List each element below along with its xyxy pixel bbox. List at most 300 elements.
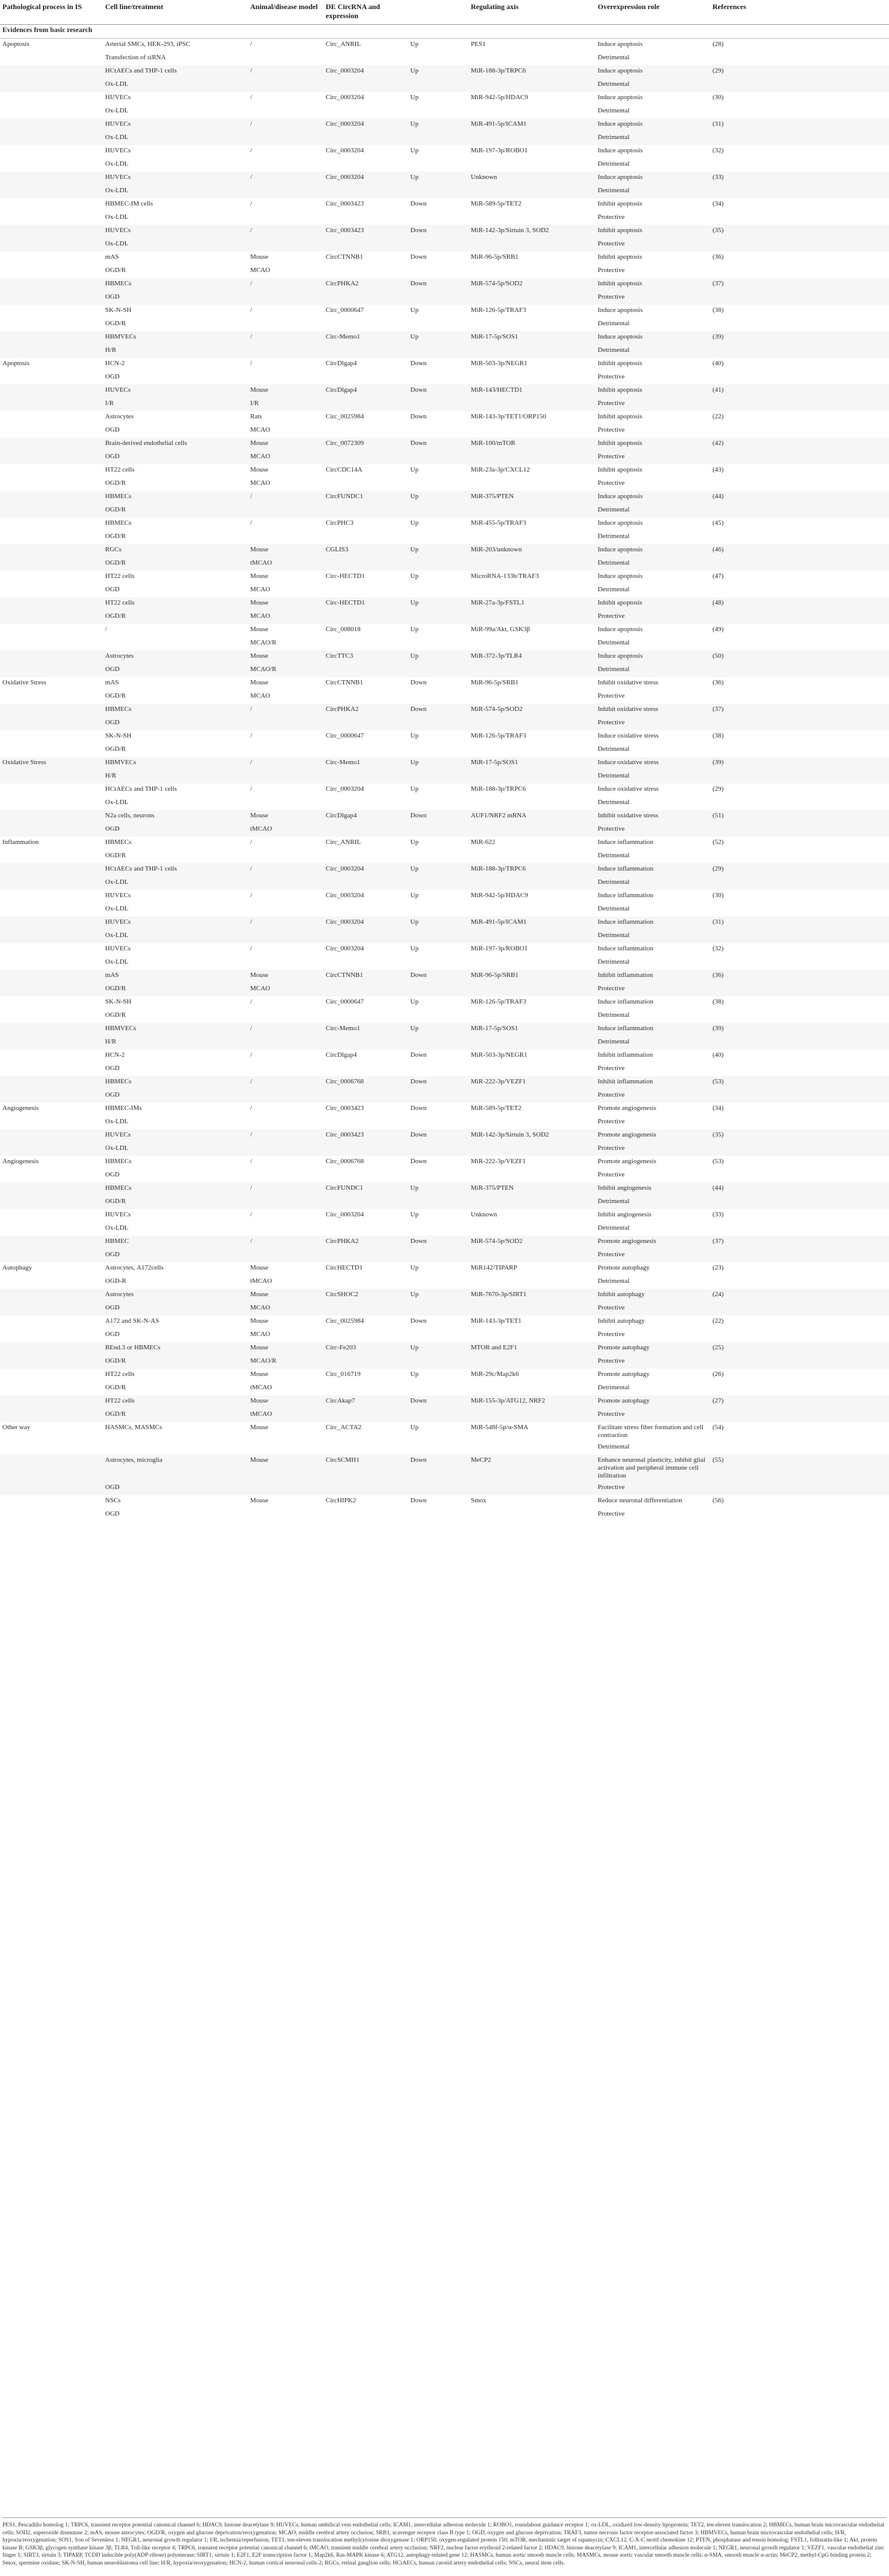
overexpression-role-cell: Protective [595, 451, 710, 464]
table-row [0, 704, 889, 717]
cell-line-cell: OGD [105, 426, 120, 433]
expression-cell [408, 1441, 468, 1455]
reference-cell[interactable]: (35) [710, 225, 889, 238]
reference-cell[interactable] [710, 531, 889, 544]
reference-cell[interactable] [710, 1409, 889, 1422]
expression-cell [408, 105, 468, 118]
reference-cell[interactable] [710, 371, 889, 384]
reference-cell[interactable] [710, 52, 889, 65]
reference-cell[interactable] [710, 1036, 889, 1050]
reference-cell[interactable] [710, 744, 889, 757]
circrna-cell [323, 1329, 408, 1342]
table-row [0, 212, 889, 225]
overexpression-role-cell: Detrimental [598, 1384, 630, 1391]
expression-cell: Down [408, 384, 468, 398]
circrna-cell [323, 158, 408, 172]
reference-cell[interactable] [710, 1169, 889, 1183]
reference-cell[interactable]: (56) [713, 1497, 724, 1504]
reference-cell[interactable] [710, 291, 889, 305]
expression-cell: Up [408, 65, 468, 79]
reference-cell[interactable]: (36) [710, 970, 889, 983]
cell-line-cell [103, 637, 248, 650]
overexpression-role-cell: Induce apoptosis [595, 172, 710, 185]
expression-cell [408, 79, 468, 92]
reference-cell[interactable]: (31) [710, 118, 889, 132]
animal-model-cell: MCAO/R [248, 664, 323, 677]
reference-cell[interactable]: (41) [710, 384, 889, 398]
overexpression-role-cell: Protective [598, 692, 625, 699]
col-header: DE CircRNA and expression [323, 0, 408, 25]
pathological-process-cell [0, 1495, 103, 1508]
animal-model-cell: / [248, 917, 323, 930]
cell-line-cell: OGD [103, 1302, 248, 1316]
animal-model-cell: Mouse [248, 1455, 323, 1482]
circrna-cell [323, 1355, 408, 1369]
animal-model-cell [248, 1116, 323, 1129]
reference-cell[interactable] [710, 1063, 889, 1076]
reference-cell[interactable] [710, 345, 889, 358]
overexpression-role-cell: Detrimental [598, 958, 630, 965]
reference-cell[interactable]: (26) [713, 1371, 724, 1378]
animal-model-cell: MCAO [250, 479, 271, 487]
overexpression-role-cell: Detrimental [595, 877, 710, 890]
reference-cell[interactable] [710, 158, 889, 172]
pathological-process-cell [0, 1183, 103, 1196]
reference-cell[interactable] [710, 1329, 889, 1342]
overexpression-role-cell: Protective [595, 1089, 710, 1103]
overexpression-role-cell: Detrimental [595, 1196, 710, 1209]
regulating-axis-cell [468, 79, 595, 92]
cell-line-cell: OGD [103, 1482, 248, 1495]
expression-cell [408, 291, 468, 305]
circrna-cell [323, 478, 408, 491]
pathological-process-cell [0, 251, 103, 265]
reference-cell[interactable] [710, 877, 889, 890]
cell-line-cell: OGD [103, 451, 248, 464]
reference-cell[interactable] [710, 265, 889, 278]
col-header: Animal/disease model [248, 0, 323, 25]
animal-model-cell [248, 744, 323, 757]
reference-cell[interactable]: (53) [710, 1076, 889, 1089]
reference-cell[interactable]: (27) [710, 1395, 889, 1409]
regulating-axis-cell: MTOR and E2F1 [468, 1342, 595, 1355]
reference-cell[interactable]: (30) [713, 892, 724, 899]
reference-cell[interactable] [710, 398, 889, 411]
reference-cell[interactable]: (29) [710, 65, 889, 79]
regulating-axis-cell: MiR-96-5p/SRB1 [471, 253, 519, 261]
pathological-process-cell [0, 1409, 103, 1422]
animal-model-cell [248, 504, 323, 517]
expression-cell [408, 637, 468, 650]
overexpression-role-cell: Induce apoptosis [595, 491, 710, 504]
table-row [0, 1129, 889, 1143]
expression-cell [408, 664, 468, 677]
reference-cell[interactable]: (44) [710, 491, 889, 504]
expression-cell [408, 557, 468, 571]
cell-line-cell: Ox-LDL [103, 930, 248, 943]
reference-cell[interactable] [710, 424, 889, 438]
regulating-axis-cell [468, 983, 595, 996]
table-row [0, 79, 889, 92]
reference-cell[interactable]: (35) [710, 1129, 889, 1143]
reference-cell[interactable]: (34) [713, 200, 724, 207]
cell-line-cell: HBMVECs [103, 1023, 248, 1036]
table-row [0, 478, 889, 491]
reference-cell[interactable]: (52) [713, 839, 724, 846]
reference-cell[interactable] [710, 584, 889, 597]
table-header-row [0, 0, 889, 25]
pathological-process-cell [0, 118, 103, 132]
animal-model-cell: Mouse [248, 810, 323, 823]
cell-line-cell: Ox-LDL [103, 238, 248, 251]
reference-cell[interactable]: (28) [713, 41, 724, 48]
reference-cell[interactable]: (40) [713, 1051, 724, 1059]
expression-cell [408, 1222, 468, 1236]
reference-cell[interactable] [710, 185, 889, 198]
expression-cell: Up [408, 544, 468, 557]
pathological-process-cell [0, 105, 103, 118]
reference-cell[interactable] [710, 956, 889, 970]
circrna-cell: Circ_0003204 [326, 1211, 364, 1218]
overexpression-role-cell: Inhibit apoptosis [598, 253, 642, 261]
reference-cell[interactable] [710, 478, 889, 491]
reference-cell[interactable] [710, 983, 889, 996]
reference-cell[interactable] [710, 105, 889, 118]
cell-line-cell: H/R [103, 345, 248, 358]
circrna-cell: CircAkap7 [323, 1395, 408, 1409]
circrna-cell: Circ_0000647 [326, 732, 364, 739]
animal-model-cell: / [248, 1129, 323, 1143]
circrna-cell: Circ_0003204 [326, 785, 364, 793]
reference-cell[interactable]: (24) [710, 1289, 889, 1302]
reference-cell[interactable]: (42) [710, 438, 889, 451]
reference-cell[interactable] [710, 1222, 889, 1236]
cell-line-cell: HCN-2 [105, 360, 125, 367]
cell-line-cell: OGD-R [105, 1277, 126, 1285]
regulating-axis-cell: MiR-143-3p/TET1/ORP150 [471, 413, 546, 420]
expression-cell: Down [408, 1455, 468, 1482]
overexpression-role-cell: Inhibit oxidative stress [595, 810, 710, 823]
animal-model-cell [248, 158, 323, 172]
regulating-axis-cell: MiR-96-5p/SRB1 [468, 970, 595, 983]
overexpression-role-cell: Induce inflammation [595, 917, 710, 930]
cell-line-cell: Ox-LDL [103, 132, 248, 145]
reference-cell[interactable] [710, 1355, 889, 1369]
reference-cell[interactable]: (39) [710, 1023, 889, 1036]
expression-cell [408, 158, 468, 172]
reference-cell[interactable] [710, 1482, 889, 1495]
reference-cell[interactable] [710, 797, 889, 810]
table-row [0, 983, 889, 996]
expression-cell [408, 185, 468, 198]
overexpression-role-cell: Reduce neuronal differentiation [598, 1497, 682, 1504]
circrna-cell: CircPHKA2 [323, 1236, 408, 1249]
pathological-process-cell [0, 1143, 103, 1156]
reference-cell[interactable]: (36) [713, 253, 724, 261]
reference-cell[interactable] [710, 1089, 889, 1103]
overexpression-role-cell: Inhibit apoptosis [598, 360, 642, 367]
animal-model-cell: / [248, 863, 323, 877]
table-row [0, 1508, 889, 1522]
pathological-process-cell [0, 278, 103, 291]
reference-cell[interactable] [710, 79, 889, 92]
table-row [0, 597, 889, 611]
reference-cell[interactable] [710, 1196, 889, 1209]
expression-cell [408, 690, 468, 704]
reference-cell[interactable]: (51) [710, 810, 889, 823]
expression-cell [408, 531, 468, 544]
reference-cell[interactable]: (43) [713, 466, 724, 473]
cell-line-cell: HUVECs [105, 94, 131, 101]
reference-cell[interactable] [710, 903, 889, 917]
pathological-process-cell [0, 451, 103, 464]
expression-cell [408, 1089, 468, 1103]
circrna-cell: Circ_0003423 [326, 200, 364, 207]
reference-cell[interactable]: (55) [710, 1455, 889, 1482]
pathological-process-cell [0, 850, 103, 863]
regulating-axis-cell [468, 478, 595, 491]
cell-line-cell: Astrocytes [103, 1289, 248, 1302]
overexpression-role-cell: Induce apoptosis [598, 94, 643, 101]
circrna-cell: CircSHOC2 [323, 1289, 408, 1302]
cell-line-cell: OGD/R [103, 1409, 248, 1422]
animal-model-cell: Mouse [250, 466, 268, 473]
reference-cell[interactable] [710, 690, 889, 704]
expression-cell: Up [408, 1342, 468, 1355]
regulating-axis-cell: MiR-142-3p/Sirtuin 3, SOD2 [468, 1129, 595, 1143]
overexpression-role-cell: Inhibit oxidative stress [598, 679, 659, 686]
expression-cell [408, 983, 468, 996]
circrna-cell: Circ_0003204 [326, 147, 364, 154]
reference-cell[interactable]: (39) [710, 331, 889, 345]
expression-cell: Up [408, 1023, 468, 1036]
regulating-axis-cell [468, 1482, 595, 1495]
reference-cell[interactable]: (29) [710, 863, 889, 877]
cell-line-cell: HCtAECs and THP-1 cells [103, 863, 248, 877]
pathological-process-cell [0, 571, 103, 584]
expression-cell [408, 132, 468, 145]
reference-cell[interactable] [710, 1143, 889, 1156]
regulating-axis-cell: MiR-17-5p/SOS1 [468, 757, 595, 770]
animal-model-cell: Mouse [248, 970, 323, 983]
reference-cell[interactable] [710, 1508, 889, 1522]
circrna-cell: CircPHC3 [326, 519, 354, 527]
reference-cell[interactable]: (25) [710, 1342, 889, 1355]
regulating-axis-cell: MiR-589-5p/TET2 [471, 200, 522, 207]
circrna-cell: CircDlgap4 [326, 360, 357, 367]
animal-model-cell: Mouse [248, 597, 323, 611]
pathological-process-cell [0, 823, 103, 837]
reference-cell[interactable] [710, 1382, 889, 1395]
reference-cell[interactable] [710, 318, 889, 331]
reference-cell[interactable] [710, 212, 889, 225]
expression-cell: Down [410, 253, 427, 261]
reference-cell[interactable]: (22) [713, 1317, 724, 1325]
expression-cell: Up [410, 1211, 419, 1218]
reference-cell[interactable] [710, 1276, 889, 1289]
expression-cell: Up [410, 94, 419, 101]
expression-cell: Up [410, 732, 419, 739]
reference-cell[interactable]: (32) [713, 147, 724, 154]
expression-cell: Up [410, 1371, 419, 1378]
regulating-axis-cell: MiR-574-5p/SOD2 [468, 704, 595, 717]
regulating-axis-cell: MiR-622 [471, 839, 496, 846]
reference-cell[interactable] [710, 637, 889, 650]
expression-cell: Up [410, 41, 419, 48]
circrna-cell: Circ_0025984 [326, 413, 364, 420]
expression-cell: Up [408, 331, 468, 345]
overexpression-role-cell: Inhibit apoptosis [598, 413, 642, 420]
circrna-cell: Circ_0006768 [323, 1076, 408, 1089]
table-row [0, 1169, 889, 1183]
expression-cell [408, 451, 468, 464]
table-row [0, 730, 889, 744]
reference-cell[interactable]: (38) [713, 307, 724, 314]
reference-cell[interactable]: (49) [713, 626, 724, 633]
overexpression-role-cell: Inhibit autophagy [595, 1289, 710, 1302]
reference-cell[interactable]: (32) [713, 945, 724, 952]
pathological-process-cell: Oxidative Stress [2, 679, 47, 686]
expression-cell [408, 877, 468, 890]
reference-cell[interactable] [710, 1116, 889, 1129]
circrna-cell: Circ_0006768 [326, 1158, 364, 1165]
circrna-cell: Circ-HECTD1 [323, 597, 408, 611]
reference-cell[interactable]: (36) [713, 679, 724, 686]
regulating-axis-cell [468, 212, 595, 225]
regulating-axis-cell: MiR-574-5p/SOD2 [468, 1236, 595, 1249]
reference-cell[interactable]: (23) [713, 1264, 724, 1271]
expression-cell: Down [410, 1105, 427, 1112]
circrna-cell [323, 1196, 408, 1209]
cell-line-cell: HBMEC-IM cells [105, 200, 154, 207]
reference-cell[interactable] [710, 238, 889, 251]
overexpression-role-cell: Protective [595, 1302, 710, 1316]
reference-cell[interactable] [710, 664, 889, 677]
reference-cell[interactable] [710, 930, 889, 943]
reference-cell[interactable]: (34) [713, 1105, 724, 1112]
pathological-process-cell [0, 770, 103, 784]
reference-cell[interactable]: (38) [713, 998, 724, 1005]
reference-cell[interactable]: (46) [710, 544, 889, 557]
reference-cell[interactable]: (48) [710, 597, 889, 611]
table-row [0, 1276, 889, 1289]
pathological-process-cell [0, 1222, 103, 1236]
reference-cell[interactable]: (47) [713, 573, 724, 580]
reference-cell[interactable] [710, 770, 889, 784]
cell-line-cell: Brain-derived endothelial cells [103, 438, 248, 451]
animal-model-cell: Mouse [248, 650, 323, 664]
reference-cell[interactable]: (45) [713, 519, 724, 527]
animal-model-cell: / [250, 94, 253, 101]
reference-cell[interactable]: (50) [710, 650, 889, 664]
reference-cell[interactable]: (38) [713, 732, 724, 739]
reference-cell[interactable] [710, 504, 889, 517]
reference-cell[interactable]: (53) [713, 1158, 724, 1165]
pathological-process-cell [0, 784, 103, 797]
reference-cell[interactable]: (54) [713, 1424, 724, 1431]
reference-cell[interactable]: (37) [710, 1236, 889, 1249]
reference-cell[interactable] [710, 1010, 889, 1023]
reference-cell[interactable]: (29) [713, 785, 724, 793]
circrna-cell [323, 584, 408, 597]
reference-cell[interactable] [710, 823, 889, 837]
reference-cell[interactable] [710, 1441, 889, 1455]
circrna-cell: Circ-Fe203 [323, 1342, 408, 1355]
cell-line-cell: HBMECs [105, 839, 132, 846]
overexpression-role-cell: Induce apoptosis [595, 65, 710, 79]
regulating-axis-cell: MiR-197-3p/ROBO1 [471, 945, 528, 952]
reference-cell[interactable]: (39) [710, 757, 889, 770]
table-row [0, 1143, 889, 1156]
pathological-process-cell [0, 1329, 103, 1342]
circrna-cell [323, 291, 408, 305]
reference-cell[interactable]: (33) [713, 1211, 724, 1218]
circrna-cell [323, 79, 408, 92]
table-row [0, 744, 889, 757]
table-row [0, 384, 889, 398]
cell-line-cell: OGD [105, 1510, 120, 1517]
table-row [0, 531, 889, 544]
reference-cell[interactable]: (37) [710, 278, 889, 291]
circrna-cell: Circ_0000647 [326, 307, 364, 314]
circrna-cell: Circ_0003204 [326, 94, 364, 101]
regulating-axis-cell [468, 185, 595, 198]
table-footnote: PES1, Pescadillo homolog 1; TRPC6, transient receptor potential canonical channel 6; HDAC9, histone deacetylase 9; HUVECs, human umbilical vein endothelial cells; ICAM1, intercellular adhesion molecule 1; ROBO1, roundabout guidance receptor 1; ox-LDL, oxidized low-density lipoprotein; TET2, ten-eleven translocation 2; HBMECs, human brain microvascular endothelial cells; SOD2, superoxide dismutase 2; mAS, mouse astrocytes; OGD/R, oxygen and glucose deprivation/reoxygenation; MCAO, middle cerebral artery occlusion; SRB1, scavenger receptor class B type 1; OGD, oxygen and glucose deprivation; TRAF3, tumor necrosis factor receptor-associated factor 3; HBMVECs, human brain microvascular endothelial cells; H/R, hypoxia/reoxygenation; SOS1, Son of Sevenless 1; NEGR1, neuronal growth regulator 1; I/R, ischemia/reperfusion; TET1, ten-eleven translocation methylcytosine dioxygenase 1; ORP150, oxygen-regulated protein 150; mTOR, mechanistic target of rapamycin; CXCL12, C-X-C motif chemokine 12; PTEN, phosphatase and tensin homolog; FSTL1, follistatin-like 1; Akt, protein kinase B; GSK3β, glycogen synthase kinase 3β; TLR4, Toll-like receptor 4; TRPC6, transient receptor potential canonical channel 6; tMCAO, transient middle cerebral artery occlusion; NRF2, nuclear factor erythroid 2-related factor 2; HDAC9, histone deacetylase 9; ICAM1, intercellular adhesion molecule 1; NEGR1, neuronal growth regulator 1; VEZF1, vascular endothelial zinc finger 1; SIRT3, sirtuin 3; TIPARP, TCDD inducible poly(ADP-ribose) polymerase; SIRT1, sirtuin 1; E2F1, E2F transcription factor 1; Map2k6, Ras-MAPK kinase 6; ATG12, autophagy-related gene 12; HASMCs, human aortic smooth muscle cells; MASMCs, mouse aortic vascular smooth muscle cells; α-SMA, smooth muscle α-actin; MeCP2, methyl-CpG binding protein 2; Smox, spermine oxidase; SK-N-SH, human neuroblastoma cell line; H/R, hypoxia/reoxygenation; HCN-2, human cortical neuronal cells-2; RGCs, retinal ganglion cells; HCtAECs, human carotid artery endothelial cells; NSCs, neural stem cells. [2, 2517, 887, 2567]
reference-cell[interactable]: (37) [710, 704, 889, 717]
reference-cell[interactable]: (44) [710, 1183, 889, 1196]
reference-cell[interactable]: (40) [713, 360, 724, 367]
cell-line-cell: Ox-LDL [105, 1224, 129, 1231]
circrna-cell: CircPHKA2 [323, 278, 408, 291]
reference-cell[interactable] [710, 850, 889, 863]
reference-cell[interactable] [710, 1302, 889, 1316]
pathological-process-cell [0, 930, 103, 943]
reference-cell[interactable] [710, 132, 889, 145]
reference-cell[interactable]: (31) [710, 917, 889, 930]
animal-model-cell [248, 291, 323, 305]
regulating-axis-cell [468, 903, 595, 917]
expression-cell: Up [410, 839, 419, 846]
table-row [0, 863, 889, 877]
reference-cell[interactable] [710, 1249, 889, 1262]
cell-line-cell: OGD/R [105, 267, 126, 274]
reference-cell[interactable] [710, 611, 889, 624]
cell-line-cell: OGD [103, 1089, 248, 1103]
cell-line-cell: HCN-2 [105, 1051, 125, 1059]
reference-cell[interactable]: (33) [710, 172, 889, 185]
table-row [0, 1329, 889, 1342]
overexpression-role-cell: Protective [595, 717, 710, 730]
expression-cell: Up [408, 1183, 468, 1196]
animal-model-cell [248, 1036, 323, 1050]
overexpression-role-cell: Detrimental [595, 1036, 710, 1050]
pathological-process-cell [0, 198, 103, 212]
reference-cell[interactable] [710, 557, 889, 571]
animal-model-cell: MCAO [248, 1302, 323, 1316]
reference-cell[interactable]: (22) [713, 413, 724, 420]
expression-cell: Up [408, 863, 468, 877]
cell-line-cell: HBMECs [105, 519, 132, 527]
reference-cell[interactable] [710, 717, 889, 730]
circrna-cell [323, 132, 408, 145]
cell-line-cell: OGD/R [103, 557, 248, 571]
overexpression-role-cell: Promote angiogenesis [595, 1236, 710, 1249]
reference-cell[interactable]: (30) [713, 94, 724, 101]
circrna-cell [323, 717, 408, 730]
cell-line-cell: HBMECs [103, 1076, 248, 1089]
overexpression-role-cell: Facilitate stress fiber formation and cell contraction [598, 1424, 704, 1439]
reference-cell[interactable] [710, 451, 889, 464]
